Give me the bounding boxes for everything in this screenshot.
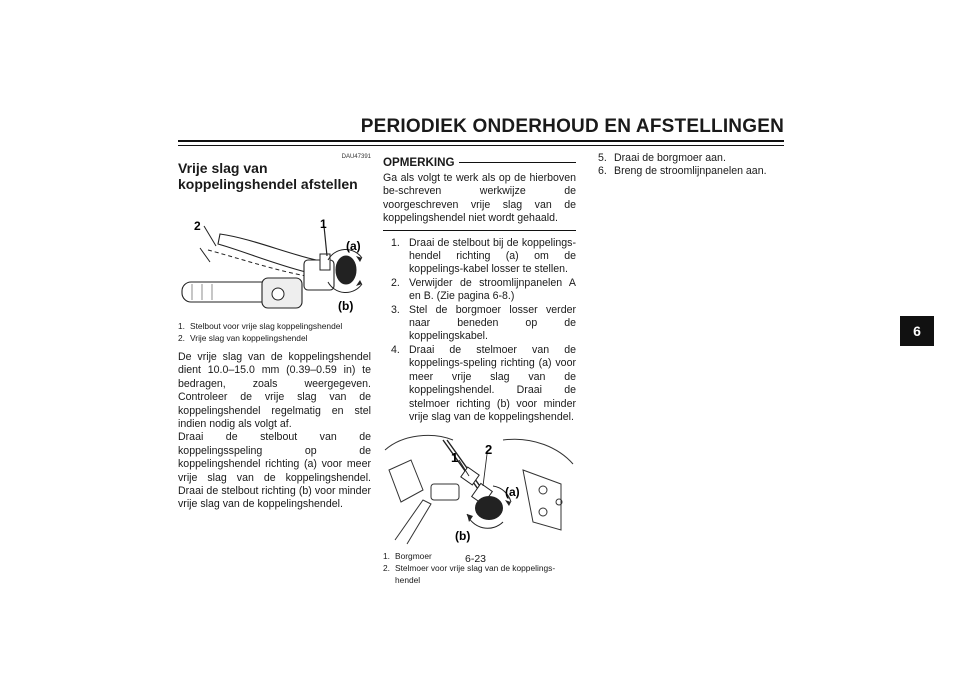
note-heading — [383, 156, 576, 169]
caption-item: 1. Stelbout voor vrije slag koppelingshendel — [178, 321, 343, 331]
section-title: Vrije slag van koppelingshendel afstellen — [178, 160, 358, 192]
clutch-lever-illustration — [178, 198, 371, 316]
caption-item: 2. Stelmoer voor vrije slag van de koppelings-hendel — [383, 563, 556, 586]
steps-list — [383, 237, 576, 425]
figure-label-1: 1 — [320, 217, 327, 231]
steps-list — [598, 152, 784, 179]
section-code: DAU47391 — [341, 154, 371, 160]
chapter-tab: 6 — [900, 316, 934, 346]
left-column — [178, 152, 371, 512]
step-item: 4. Draai de stelmoer van de koppelings-speling richting (a) voor meer vrije slag van de koppelingshendel. Draai de stelmoer richting (b) voor minder vrije slag van de koppelingshendel. — [391, 343, 576, 423]
note-end-rule — [383, 230, 576, 231]
note-title: OPMERKING — [383, 156, 455, 169]
header-rule-thick — [178, 140, 784, 142]
caption-item: 2. Vrije slag van koppelingshendel — [178, 333, 308, 343]
cable-adjuster-figure — [383, 430, 576, 548]
figure-label-b: (b) — [338, 299, 354, 313]
note-heading-rule — [459, 162, 577, 163]
figure-captions — [178, 320, 371, 344]
figure-label-b: (b) — [455, 529, 471, 544]
figure-label-2: 2 — [485, 442, 493, 458]
body-paragraph: De vrije slag van de koppelingshendel dient 10.0–15.0 mm (0.39–0.59 in) te bedragen, zoals weergegeven. Controleer de vrije slag van de koppelingshendel regelmatig en stel indien nodig als volgt af. — [178, 351, 371, 431]
step-item: 2. Verwijder de stroomlijnpanelen A en B. (Zie pagina 6-8.) — [391, 276, 576, 303]
step-item: 6. Breng de stroomlijnpanelen aan. — [598, 165, 767, 178]
page-number: 6-23 — [465, 553, 487, 565]
step-item: 3. Stel de borgmoer losser verder naar beneden op de koppelingskabel. — [391, 303, 576, 343]
clutch-lever-figure — [178, 198, 371, 316]
right-column — [598, 152, 784, 179]
page-header-title: PERIODIEK ONDERHOUD EN AFSTELLINGEN — [360, 116, 784, 137]
cable-adjuster-illustration — [383, 430, 576, 548]
figure-label-1: 1 — [451, 450, 459, 466]
figure-label-a: (a) — [346, 239, 361, 253]
body-paragraph: Draai de stelbout van de koppelingsspeling op de koppelingshendel richting (a) voor meer vrije slag van de koppelingshendel. Draai de stelbout richting (b) voor minder vrije slag van de koppelingshendel. — [178, 431, 371, 511]
note-text: Ga als volgt te werk als op de hierboven be-schreven werkwijze de voorgeschreven vrije slag van de koppelingshendel niet wordt gehaald. — [383, 172, 576, 225]
step-item: 5. Draai de borgmoer aan. — [598, 152, 726, 164]
caption-item: 1. Borgmoer — [383, 551, 432, 562]
step-item: 1. Draai de stelbout bij de koppelings-hendel richting (a) om de koppelings-kabel losser te stellen. — [391, 236, 576, 276]
figure-label-a: (a) — [505, 485, 520, 500]
middle-column — [383, 152, 576, 586]
figure-label-2: 2 — [194, 219, 201, 233]
header-rule-thin — [178, 145, 784, 146]
